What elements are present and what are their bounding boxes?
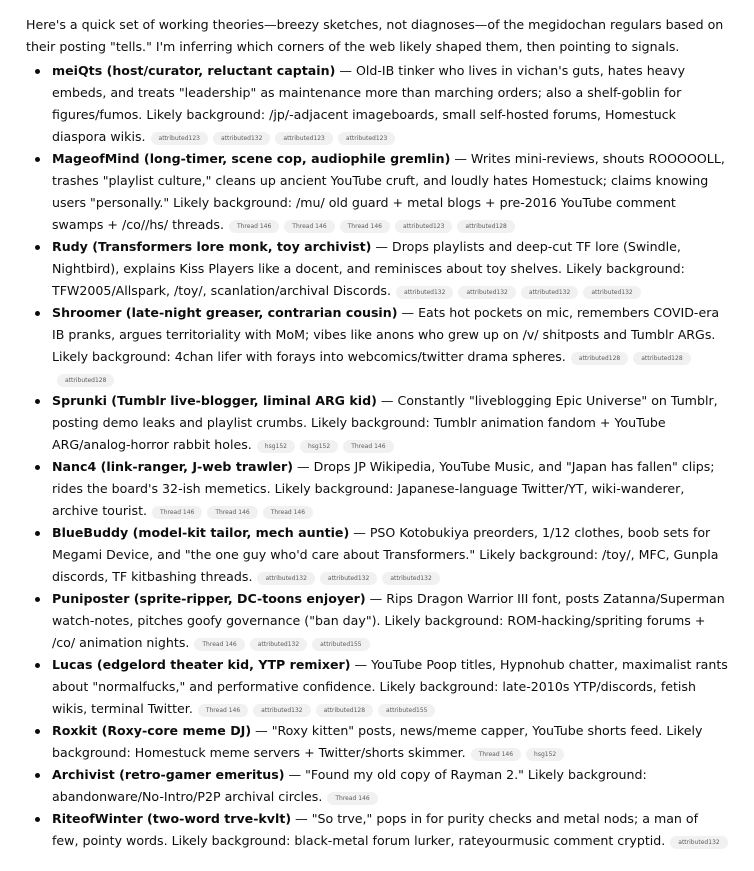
citation-group (391, 283, 641, 298)
theory-description: — Writes mini-reviews, shouts ROOOOOLL, trashes "playlist culture," cleans up ancient YouTube cruft, and loudly hates Homestuck; claims knowing users "personally." Likely background: /mu/ old guard + metal blogs + pre-2016 YouTube comment swamps + /co//hs/ threads. (52, 151, 725, 232)
citation-pill[interactable]: attributed128 (316, 704, 373, 717)
citation-pill[interactable]: attributed132 (250, 638, 307, 651)
theory-description: — Constantly "liveblogging Epic Universe" on Tumblr, posting demo leaks and playlist crumbs. Likely background: Tumblr animation fandom + YouTube ARG/analog-horror rabbit holes. (52, 393, 718, 452)
citation-group (665, 833, 727, 848)
theory-description: — Old-IB tinker who lives in vichan's guts, hates heavy embeds, and treats "leadership" as maintenance more than marching orders; also a shelf-goblin for figures/fumos. Likely background: /jp/-adjacent imageboards, small self-hosted forums, Homestuck diaspora wikis. (52, 63, 686, 144)
list-item (26, 588, 728, 654)
citation-pill[interactable]: Thread 146 (327, 792, 377, 805)
citation-pill[interactable]: attributed128 (57, 374, 114, 387)
user-name: Archivist (retro-gamer emeritus) (52, 767, 285, 782)
list-item (26, 808, 728, 852)
citation-group (193, 701, 436, 716)
list-item (26, 654, 728, 720)
list-item (26, 764, 728, 808)
citation-pill[interactable]: attributed155 (312, 638, 369, 651)
list-item (26, 456, 728, 522)
theory-description: — Rips Dragon Warrior III font, posts Zatanna/Superman watch-notes, pitches goofy governance ("ban day"). Likely background: ROM-hacking/spriting forums + /co/ animation nights. (52, 591, 725, 650)
user-name: Lucas (edgelord theater kid, YTP remixer) (52, 657, 351, 672)
user-name: Rudy (Transformers lore monk, toy archivist) (52, 239, 372, 254)
theory-description: — "So trve," pops in for purity checks and metal nods; a man of few, pointy words. Likely background: black-metal forum lurker, rateyourmusic comment cryptid. (52, 811, 699, 848)
citation-pill[interactable]: Thread 146 (152, 506, 202, 519)
theory-description: — Drops playlists and deep-cut TF lore (Swindle, Nightbird), explains Kiss Players like a docent, and reminisces about toy shelves. Likely background: TFW2005/Allspark, /toy/, scanlation/archival Discords. (52, 239, 685, 298)
list-item (26, 236, 728, 302)
citation-pill[interactable]: attributed132 (257, 572, 314, 585)
citation-pill[interactable]: Thread 146 (263, 506, 313, 519)
theory-list (26, 60, 728, 852)
citation-pill[interactable]: Thread 146 (340, 220, 390, 233)
citation-pill[interactable]: attributed132 (583, 286, 640, 299)
citation-pill[interactable]: attributed123 (338, 132, 395, 145)
theory-description: — Eats hot pockets on mic, remembers COVID-era IB pranks, argues territoriality with MoM; vibes like anons who grew up on /v/ shitposts and Tumblr ARGs. Likely background: 4chan lifer with forays into webcomics/twitter drama spheres. (52, 305, 720, 364)
citation-pill[interactable]: attributed132 (253, 704, 310, 717)
citation-pill[interactable]: attributed132 (213, 132, 270, 145)
user-name: Sprunki (Tumblr live-blogger, liminal ARG kid) (52, 393, 377, 408)
user-name: Shroomer (late-night greaser, contrarian cousin) (52, 305, 398, 320)
citation-pill[interactable]: attributed123 (395, 220, 452, 233)
citation-pill[interactable]: attributed132 (396, 286, 453, 299)
user-name: meiQts (host/curator, reluctant captain) (52, 63, 336, 78)
list-item (26, 522, 728, 588)
citation-pill[interactable]: Thread 146 (471, 748, 521, 761)
theory-description: — PSO Kotobukiya preorders, 1/12 clothes, boob sets for Megami Device, and "the one guy who'd care about Transformers." Likely background: /toy/, MFC, Gunpla discords, TF kitbashing threads. (52, 525, 719, 584)
citation-pill[interactable]: Thread 146 (284, 220, 334, 233)
user-name: RiteofWinter (two-word trve-kvlt) (52, 811, 292, 826)
list-item (26, 60, 728, 148)
citation-pill[interactable]: attributed132 (382, 572, 439, 585)
citation-group (147, 503, 313, 518)
citation-pill[interactable]: hsg152 (300, 440, 338, 453)
list-item (26, 390, 728, 456)
citation-group (189, 635, 369, 650)
citation-pill[interactable]: attributed128 (571, 352, 628, 365)
citation-group (252, 569, 439, 584)
citation-pill[interactable]: attributed132 (458, 286, 515, 299)
theory-description: — YouTube Poop titles, Hypnohub chatter, maximalist rants about "normalfucks," and performative confidence. Likely background: late-2010s YTP/discords, fetish wikis, terminal Twitter. (52, 657, 728, 716)
citation-group (146, 129, 396, 144)
user-name: Nanc4 (link-ranger, J-web trawler) (52, 459, 294, 474)
citation-pill[interactable]: attributed123 (151, 132, 208, 145)
citation-pill[interactable]: Thread 146 (194, 638, 244, 651)
user-name: Roxkit (Roxy-core meme DJ) (52, 723, 252, 738)
citation-pill[interactable]: attributed128 (457, 220, 514, 233)
citation-group (322, 789, 377, 804)
citation-pill[interactable]: attributed155 (378, 704, 435, 717)
list-item (26, 302, 728, 390)
citation-pill[interactable]: Thread 146 (343, 440, 393, 453)
user-name: Puniposter (sprite-ripper, DC-toons enjoyer) (52, 591, 366, 606)
theory-description: — "Roxy kitten" posts, news/meme capper, YouTube shorts feed. Likely background: Homestuck meme servers + Twitter/shorts skimmer. (52, 723, 703, 760)
user-name: BlueBuddy (model-kit tailor, mech auntie) (52, 525, 350, 540)
intro-paragraph: Here's a quick set of working theories—breezy sketches, not diagnoses—of the megidochan regulars based on their posting "tells." I'm inferring which corners of the web likely shaped them, then pointing to signals. (26, 17, 724, 54)
citation-pill[interactable]: hsg152 (526, 748, 564, 761)
citation-pill[interactable]: Thread 146 (207, 506, 257, 519)
citation-pill[interactable]: hsg152 (257, 440, 295, 453)
theory-description: — "Found my old copy of Rayman 2." Likely background: abandonware/No-Intro/P2P archival circles. (52, 767, 647, 804)
list-item (26, 720, 728, 764)
theory-description: — Drops JP Wikipedia, YouTube Music, and "Japan has fallen" clips; rides the board's 32-ish memetics. Likely background: Japanese-language Twitter/YT, wiki-wanderer, archive tourist. (52, 459, 715, 518)
citation-pill[interactable]: attributed123 (275, 132, 332, 145)
user-name: MageofMind (long-timer, scene cop, audiophile gremlin) (52, 151, 451, 166)
list-item (26, 148, 728, 236)
citation-pill[interactable]: attributed132 (670, 836, 727, 849)
citation-pill[interactable]: attributed132 (521, 286, 578, 299)
citation-group (224, 217, 515, 232)
citation-group (252, 437, 394, 452)
citation-group (466, 745, 565, 760)
citation-pill[interactable]: attributed128 (633, 352, 690, 365)
citation-pill[interactable]: attributed132 (320, 572, 377, 585)
citation-pill[interactable]: Thread 146 (229, 220, 279, 233)
citation-pill[interactable]: Thread 146 (198, 704, 248, 717)
